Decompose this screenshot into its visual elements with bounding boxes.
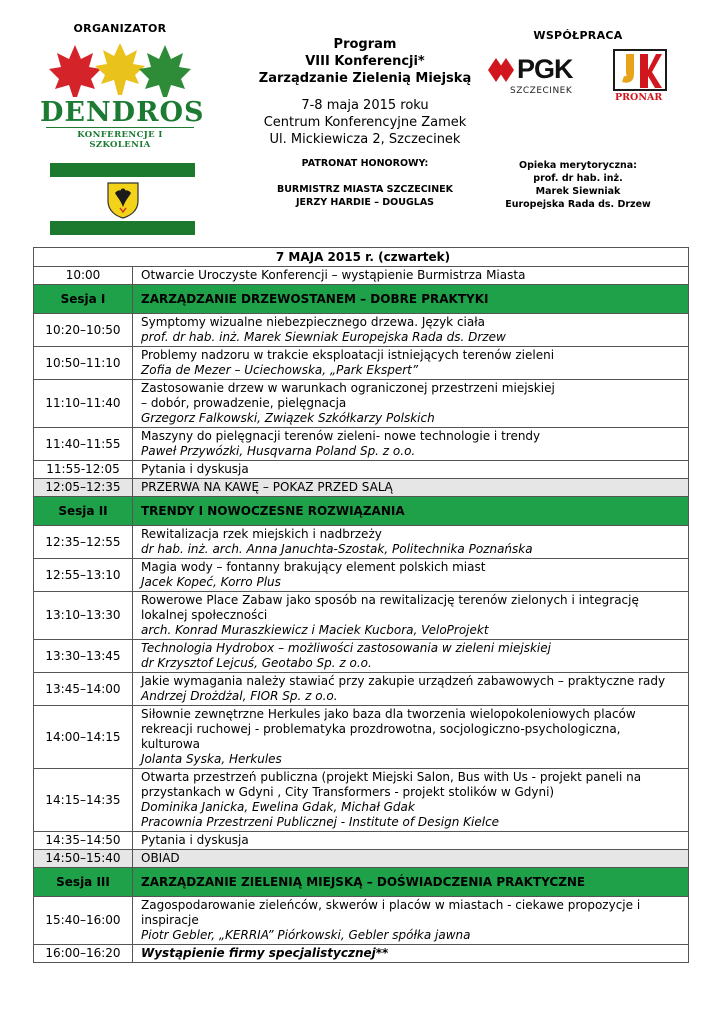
topic-cell — [133, 673, 689, 706]
opieka-line2: Marek Siewniak — [535, 186, 621, 197]
organizer-label: ORGANIZATOR — [73, 22, 167, 35]
program-title-line2: VIII Konferencji* — [305, 54, 425, 69]
topic-cell — [133, 850, 689, 868]
session-label: Sesja I — [34, 285, 133, 314]
table-row — [34, 832, 689, 850]
topic-cell — [133, 640, 689, 673]
speaker-line: Zofia de Mezer – Uciechowska, „Park Ekspert” — [141, 363, 419, 377]
patronat-label: PATRONAT HONOROWY: — [301, 158, 429, 169]
table-row — [34, 592, 689, 640]
topic-cell — [133, 314, 689, 347]
pronar-logo — [612, 48, 672, 106]
topic-line: przystankach w Gdyni , City Transformers - projekt stolików w Gdyni) — [141, 785, 555, 799]
session-label: Sesja III — [34, 868, 133, 897]
table-row — [34, 347, 689, 380]
speaker-line: Paweł Przywózki, Husqvarna Poland Sp. z o.o. — [141, 444, 416, 458]
topic-cell — [133, 526, 689, 559]
patronat-line1: BURMISTRZ MIASTA SZCZECINEK — [276, 184, 454, 195]
table-row — [34, 314, 689, 347]
event-date: 7-8 maja 2015 roku — [301, 98, 429, 113]
dendros-logo-subtitle: KONFERENCJE I SZKOLENIA — [46, 127, 194, 150]
topic-line: Zagospodarowanie zieleńców, skwerów i placów w miastach - ciekawe propozycje i — [141, 898, 641, 912]
session-title: TRENDY I NOWOCZESNE ROZWIĄZANIA — [133, 497, 689, 526]
speaker-line: dr Krzysztof Lejcuś, Geotabo Sp. z o.o. — [141, 656, 372, 670]
session-title: ZARZĄDZANIE ZIELENIĄ MIEJSKĄ – DOŚWIADCZENIA PRAKTYCZNE — [133, 868, 689, 897]
speaker-line: prof. dr hab. inż. Marek Siewniak Europejska Rada ds. Drzew — [141, 330, 506, 344]
table-row — [34, 479, 689, 497]
topic-cell — [133, 832, 689, 850]
event-info-block — [215, 97, 515, 148]
session-row — [34, 285, 689, 314]
table-row — [34, 897, 689, 945]
opieka-line3: Europejska Rada ds. Drzew — [505, 199, 651, 210]
time-cell: 10:20–10:50 — [34, 314, 133, 347]
table-row — [34, 640, 689, 673]
topic-cell — [133, 592, 689, 640]
topic-line: Maszyny do pielęgnacji terenów zieleni- nowe technologie i trendy — [141, 429, 541, 443]
patronat-line2: JERZY HARDIE – DOUGLAS — [295, 197, 435, 208]
topic-cell — [133, 461, 689, 479]
table-row — [34, 673, 689, 706]
topic-line: rekreacji ruchowej - problematyka prozdrowotna, socjologiczno-psychologiczna, — [141, 722, 621, 736]
speaker-line: Technologia Hydrobox – możliwości zastosowania w zieleni miejskiej — [141, 641, 551, 655]
session-row — [34, 868, 689, 897]
time-cell: 10:00 — [34, 267, 133, 285]
topic-line: OBIAD — [141, 851, 180, 865]
table-row — [34, 428, 689, 461]
session-label: Sesja II — [34, 497, 133, 526]
session-title: ZARZĄDZANIE DRZEWOSTANEM – DOBRE PRAKTYKI — [133, 285, 689, 314]
table-row — [34, 706, 689, 769]
time-cell: 14:00–14:15 — [34, 706, 133, 769]
pgk-logo-text: PGK — [517, 54, 573, 84]
pronar-logo-text: PRONAR — [615, 92, 663, 103]
table-row — [34, 945, 689, 963]
topic-cell — [133, 897, 689, 945]
topic-cell — [133, 706, 689, 769]
program-title-block — [215, 36, 515, 87]
event-address: Ul. Mickiewicza 2, Szczecinek — [269, 132, 461, 147]
table-row — [34, 559, 689, 592]
speaker-line: Piotr Gebler, „KERRIA” Piórkowski, Gebler spółka jawna — [141, 928, 471, 942]
speaker-line: Pracownia Przestrzeni Publicznej - Institute of Design Kielce — [141, 815, 500, 829]
time-cell: 13:30–13:45 — [34, 640, 133, 673]
pronar-mark-icon — [612, 48, 668, 92]
organizer-block — [40, 22, 205, 150]
topic-cell — [133, 380, 689, 428]
topic-cell — [133, 428, 689, 461]
table-row — [34, 769, 689, 832]
table-row — [34, 526, 689, 559]
time-cell: 14:50–15:40 — [34, 850, 133, 868]
pgk-logo — [488, 52, 580, 102]
topic-line: lokalnej społeczności — [141, 608, 268, 622]
time-cell: 12:55–13:10 — [34, 559, 133, 592]
time-cell: 11:40–11:55 — [34, 428, 133, 461]
topic-line: Problemy nadzoru w trakcie eksploatacji istniejących terenów zieleni — [141, 348, 555, 362]
speaker-line: arch. Konrad Muraszkiewicz i Maciek Kucbora, VeloProjekt — [141, 623, 489, 637]
speaker-line: Jacek Kopeć, Korro Plus — [141, 575, 281, 589]
topic-line: Magia wody – fontanny brakujący element polskich miast — [141, 560, 486, 574]
time-cell: 12:05–12:35 — [34, 479, 133, 497]
program-title-line3: Zarządzanie Zielenią Miejską — [258, 71, 472, 86]
topic-cell — [133, 559, 689, 592]
day-title: 7 MAJA 2015 r. (czwartek) — [34, 248, 689, 267]
specialist-talk: Wystąpienie firmy specjalistycznej** — [141, 946, 389, 960]
topic-line: – dobór, prowadzenie, pielęgnacja — [141, 396, 347, 410]
topic-cell — [133, 945, 689, 963]
speaker-line: Grzegorz Falkowski, Związek Szkółkarzy Polskich — [141, 411, 435, 425]
program-table-body — [34, 248, 689, 963]
event-venue: Centrum Konferencyjne Zamek — [263, 115, 467, 130]
topic-line: Jakie wymagania należy stawiać przy zakupie urządzeń zabawowych – praktyczne rady — [141, 674, 666, 688]
topic-line: Pytania i dyskusja — [141, 833, 249, 847]
dendros-logo-text: DENDROS — [40, 97, 205, 128]
opieka-block — [478, 159, 678, 211]
time-cell: 12:35–12:55 — [34, 526, 133, 559]
topic-line: PRZERWA NA KAWĘ – POKAZ PRZED SALĄ — [141, 480, 393, 494]
table-row — [34, 850, 689, 868]
topic-cell — [133, 267, 689, 285]
topic-line: Pytania i dyskusja — [141, 462, 249, 476]
topic-line: kulturowa — [141, 737, 201, 751]
pgk-logo-subtitle: SZCZECINEK — [510, 86, 573, 96]
topic-line: Rewitalizacja rzek miejskich i nadbrzeży — [141, 527, 382, 541]
cooperation-label: WSPÓŁPRACA — [533, 29, 623, 42]
time-cell: 11:55-12:05 — [34, 461, 133, 479]
time-cell: 14:15–14:35 — [34, 769, 133, 832]
topic-line: Symptomy wizualne niebezpiecznego drzewa. Język ciała — [141, 315, 485, 329]
topic-line: Zastosowanie drzew w warunkach ograniczonej przestrzeni miejskiej — [141, 381, 555, 395]
topic-line: inspiracje — [141, 913, 199, 927]
time-cell: 11:10–11:40 — [34, 380, 133, 428]
speaker-line: Jolanta Syska, Herkules — [141, 752, 282, 766]
speaker-line: Andrzej Drożdżal, FIOR Sp. z o.o. — [141, 689, 338, 703]
maple-leaves-icon — [45, 41, 195, 103]
day-title-row — [34, 248, 689, 267]
topic-line: Rowerowe Place Zabaw jako sposób na rewitalizację terenów zielonych i integrację — [141, 593, 639, 607]
topic-line: Otwarta przestrzeń publiczna (projekt Miejski Salon, Bus with Us - projekt paneli na — [141, 770, 642, 784]
time-cell: 13:45–14:00 — [34, 673, 133, 706]
program-table — [33, 247, 689, 963]
time-cell: 14:35–14:50 — [34, 832, 133, 850]
time-cell: 16:00–16:20 — [34, 945, 133, 963]
time-cell: 10:50–11:10 — [34, 347, 133, 380]
speaker-line: Dominika Janicka, Ewelina Gdak, Michał Gdak — [141, 800, 415, 814]
pgk-diamond-icon — [488, 56, 518, 84]
time-cell: 13:10–13:30 — [34, 592, 133, 640]
green-stripe-bottom — [50, 221, 195, 235]
speaker-line: dr hab. inż. arch. Anna Januchta-Szostak, Politechnika Poznańska — [141, 542, 533, 556]
topic-line: Otwarcie Uroczyste Konferencji – wystąpienie Burmistrza Miasta — [141, 268, 526, 282]
opieka-line1: prof. dr hab. inż. — [533, 173, 623, 184]
table-row — [34, 267, 689, 285]
topic-cell — [133, 347, 689, 380]
time-cell: 15:40–16:00 — [34, 897, 133, 945]
topic-line: Siłownie zewnętrzne Herkules jako baza dla tworzenia wielopokoleniowych placów — [141, 707, 636, 721]
program-title-line1: Program — [333, 37, 397, 52]
topic-cell — [133, 479, 689, 497]
opieka-label: Opieka merytoryczna: — [519, 160, 637, 171]
session-row — [34, 497, 689, 526]
coat-of-arms-icon — [106, 181, 140, 219]
topic-cell — [133, 769, 689, 832]
patronat-block — [215, 183, 515, 209]
table-row — [34, 461, 689, 479]
green-stripe-top — [50, 163, 195, 177]
table-row — [34, 380, 689, 428]
